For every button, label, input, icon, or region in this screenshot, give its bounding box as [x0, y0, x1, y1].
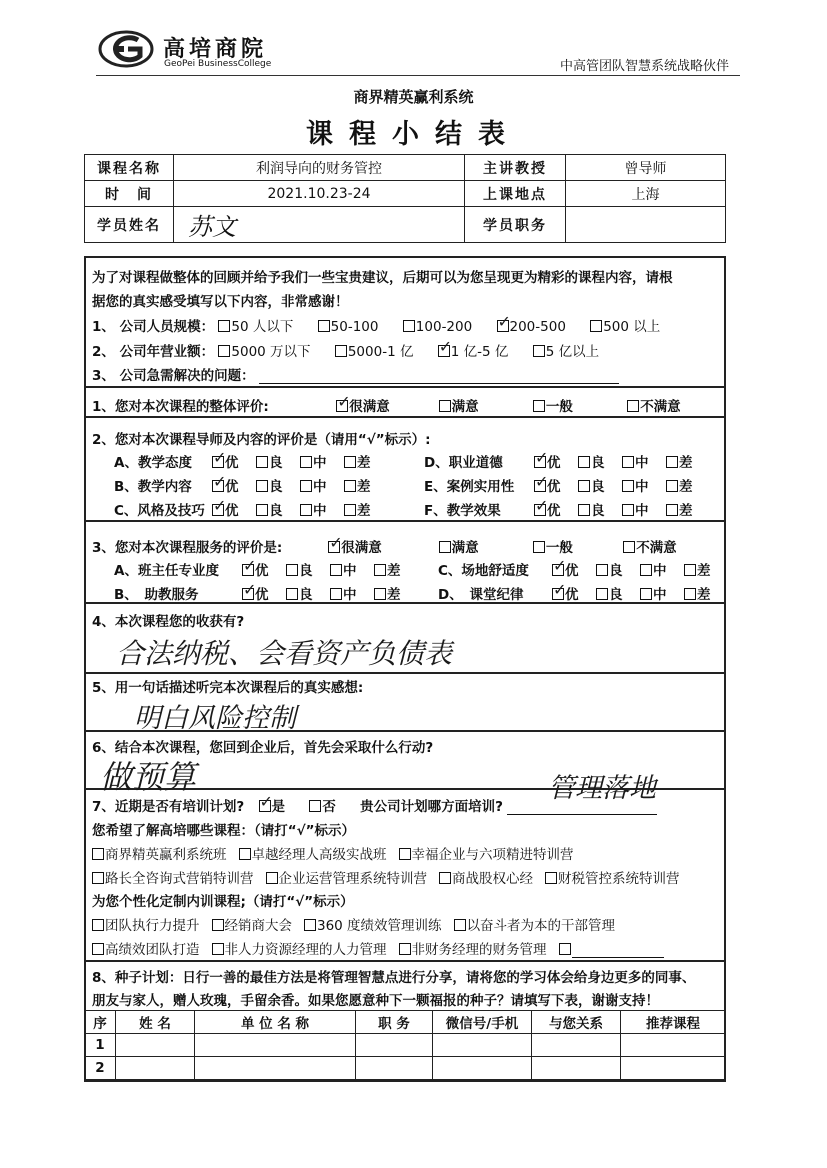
student-name-field[interactable]: 苏文 [174, 207, 465, 243]
course-option-label: 企业运营管理系统特训营 [278, 871, 427, 887]
lecturer-label: 主讲教授 [465, 155, 566, 181]
q7-label: 7、近期是否有培训计划? [92, 799, 245, 815]
rating-row [424, 475, 710, 495]
rating-option[interactable] [578, 451, 622, 471]
q7-no-option[interactable]: 否 [309, 799, 336, 815]
q3-option[interactable]: 不满意 [623, 536, 703, 556]
course-option[interactable] [545, 871, 680, 887]
course-option-row [92, 938, 676, 958]
table-row [85, 1057, 726, 1080]
custom-course-option[interactable] [212, 942, 387, 958]
rating-option-label: 优 [225, 503, 239, 519]
seed-cell[interactable] [116, 1034, 195, 1057]
q8-line-1: 8、种子计划：日行一善的最佳方法是将管理智慧点进行分享，请将您的学习体会给身边更多的同事、 [92, 970, 696, 986]
rating-row [424, 499, 710, 519]
rating-option-label: 中 [653, 563, 667, 579]
q3-option[interactable]: ✓ 很满意 [328, 536, 434, 556]
checked-checkbox-icon [259, 800, 271, 812]
logo-name-en: GeoPei BusinessCollege [164, 59, 272, 69]
seed-cell[interactable] [116, 1057, 195, 1080]
custom-course-option[interactable] [212, 918, 293, 934]
seed-cell[interactable] [433, 1034, 532, 1057]
seed-col-header: 单 位 名 称 [195, 1011, 356, 1034]
rating-option-label: 差 [679, 455, 693, 471]
checkbox-icon [256, 456, 268, 468]
company-size-row [92, 315, 680, 335]
checkbox-icon [344, 504, 356, 516]
checkbox-icon [374, 564, 386, 576]
rating-option[interactable] [344, 475, 388, 495]
rating-option-label: 优 [255, 563, 269, 579]
rating-item-label: B、教学内容 [114, 479, 192, 495]
rating-option[interactable] [578, 475, 622, 495]
checkbox-icon [266, 872, 278, 884]
course-info-table [84, 154, 726, 243]
location-label: 上课地点 [465, 181, 566, 207]
checkbox-icon [439, 872, 451, 884]
checkbox-icon [318, 320, 330, 332]
q3-label: 3、您对本次课程服务的评价是: [92, 540, 283, 556]
checkbox-icon [622, 480, 634, 492]
custom-course-option-label: 360 度绩效管理训练 [317, 918, 442, 934]
rating-option-label: 中 [653, 587, 667, 603]
q5-label: 5、用一句话描述听完本次课程后的真实感想: [92, 680, 364, 696]
size-option[interactable]: 100-200 [403, 319, 472, 335]
rating-row [114, 559, 418, 579]
student-label: 学员姓名 [85, 207, 174, 243]
rating-option[interactable] [374, 583, 418, 603]
rating-option[interactable] [344, 451, 388, 471]
course-option[interactable] [92, 847, 227, 863]
size-option[interactable]: ✓ 200-500 [497, 319, 566, 335]
rating-option-label: 良 [591, 479, 605, 495]
rating-option-label: 良 [269, 479, 283, 495]
company-problem-row [92, 364, 619, 384]
seed-col-header: 与您关系 [532, 1011, 621, 1034]
seed-row-number: 2 [85, 1057, 116, 1080]
q4-answer[interactable]: 合法纳税、会看资产负债表 [116, 637, 453, 670]
size-option[interactable]: 50 人以下 [218, 319, 293, 335]
course-option-row [92, 867, 692, 887]
rating-item-label: A、班主任专业度 [114, 563, 219, 579]
rating-option-label: 良 [609, 563, 623, 579]
checkbox-icon [559, 943, 571, 955]
checkbox-icon [344, 456, 356, 468]
course-option-label: 幸福企业与六项精进特训营 [411, 847, 574, 863]
checkbox-icon [92, 943, 104, 955]
rating-option[interactable] [212, 475, 256, 495]
rating-option[interactable] [300, 475, 344, 495]
custom-course-option[interactable] [454, 918, 616, 934]
checked-checkbox-icon [534, 480, 546, 492]
company-problem-label: 3、 公司急需解决的问题： [92, 368, 255, 384]
rating-option[interactable] [534, 499, 578, 519]
checkbox-icon [623, 541, 635, 553]
checked-checkbox-icon [242, 588, 254, 600]
q7-custom-label: 为您个性化定制内训课程;（请打“√”标示） [92, 894, 354, 910]
custom-course-option-label: 非财务经理的财务管理 [411, 942, 547, 958]
time-value: 2021.10.23-24 [174, 181, 465, 207]
checkbox-icon [92, 848, 104, 860]
checkbox-icon [666, 504, 678, 516]
checkbox-icon [300, 504, 312, 516]
seed-cell[interactable] [621, 1057, 726, 1080]
checkbox-icon [439, 400, 451, 412]
q7-yes-option[interactable]: ✓ 是 [259, 799, 286, 815]
checkbox-icon [684, 588, 696, 600]
checkbox-icon [684, 564, 696, 576]
rating-item-label: B、 助教服务 [114, 587, 199, 603]
q6-answer[interactable]: 做预算 [100, 758, 197, 796]
rating-option[interactable] [344, 499, 388, 519]
q1-option[interactable]: 不满意 [627, 395, 707, 415]
checkbox-icon [545, 872, 557, 884]
checked-checkbox-icon [242, 564, 254, 576]
custom-course-option[interactable] [304, 918, 442, 934]
seed-col-header: 序 [85, 1011, 116, 1034]
q1-option[interactable]: 满意 [439, 395, 529, 415]
checkbox-icon [344, 480, 356, 492]
geopei-logo-icon [98, 30, 158, 68]
rating-option[interactable] [596, 559, 640, 579]
checkbox-icon [330, 564, 342, 576]
rating-item-label: F、教学效果 [424, 503, 501, 519]
rating-option[interactable] [330, 559, 374, 579]
q7-courses-label: 您希望了解高培哪些课程：（请打“√”标示） [92, 823, 355, 839]
rating-option[interactable] [286, 559, 330, 579]
rating-item-label: D、职业道德 [424, 455, 503, 471]
checkbox-icon [533, 400, 545, 412]
checked-checkbox-icon [534, 456, 546, 468]
time-label: 时 间 [85, 181, 174, 207]
q3-option[interactable]: 一般 [533, 536, 619, 556]
course-option-label: 商战股权心经 [452, 871, 533, 887]
seed-col-header: 姓 名 [116, 1011, 195, 1034]
company-size-label: 1、 公司人员规模： [92, 319, 215, 335]
rating-option[interactable] [684, 559, 728, 579]
rating-option[interactable] [666, 499, 710, 519]
checkbox-icon [578, 480, 590, 492]
rating-option[interactable] [212, 499, 256, 519]
q2-label: 2、您对本次课程导师及内容的评价是（请用“√”标示）: [92, 432, 431, 448]
rating-option[interactable] [330, 583, 374, 603]
seed-cell[interactable] [356, 1057, 433, 1080]
seed-cell[interactable] [532, 1034, 621, 1057]
rating-option[interactable] [552, 559, 596, 579]
checked-checkbox-icon [212, 504, 224, 516]
rating-option-label: 优 [565, 587, 579, 603]
rating-option-label: 差 [679, 479, 693, 495]
table-row [85, 1034, 726, 1057]
course-option[interactable] [239, 847, 387, 863]
checkbox-icon [218, 345, 230, 357]
checkbox-icon [578, 504, 590, 516]
rating-row [438, 559, 728, 579]
custom-course-option[interactable] [559, 942, 664, 958]
tagline: 中高管团队智慧系统战略伙伴 [559, 59, 729, 74]
rating-option[interactable] [256, 499, 300, 519]
checkbox-icon [403, 320, 415, 332]
revenue-option[interactable]: 5000-1 亿 [335, 344, 414, 360]
checkbox-icon [454, 919, 466, 931]
custom-course-option[interactable] [92, 918, 200, 934]
course-option-label: 路长全咨询式营销特训营 [105, 871, 254, 887]
rating-option[interactable] [242, 583, 286, 603]
custom-course-option-label: 以奋斗者为本的干部管理 [466, 918, 616, 934]
checkbox-icon [239, 848, 251, 860]
course-name-value: 利润导向的财务管控 [174, 155, 465, 181]
custom-course-option[interactable] [92, 942, 200, 958]
rating-option-label: 良 [591, 503, 605, 519]
rating-option-label: 优 [225, 479, 239, 495]
rating-option[interactable] [578, 499, 622, 519]
custom-course-option-label: 团队执行力提升 [105, 918, 200, 934]
rating-option[interactable] [622, 475, 666, 495]
seed-cell[interactable] [532, 1057, 621, 1080]
size-option[interactable]: 500 以上 [590, 319, 660, 335]
rating-option[interactable] [640, 583, 684, 603]
rating-item-label: A、教学态度 [114, 455, 192, 471]
rating-row [114, 475, 388, 495]
rating-option-label: 优 [255, 587, 269, 603]
rating-option[interactable] [622, 451, 666, 471]
rating-option-label: 中 [635, 479, 649, 495]
rating-option-label: 中 [635, 503, 649, 519]
custom-course-option-label: 高绩效团队打造 [105, 942, 200, 958]
system-title: 商界精英赢利系统 [353, 88, 474, 106]
q1-label: 1、您对本次课程的整体评价: [92, 399, 269, 415]
rating-option[interactable] [640, 559, 684, 579]
checkbox-icon [399, 848, 411, 860]
company-problem-field[interactable] [259, 371, 619, 384]
checkbox-icon [335, 345, 347, 357]
rating-option-label: 良 [299, 587, 313, 603]
rating-row [114, 451, 388, 471]
checkbox-icon [212, 919, 224, 931]
checked-checkbox-icon [212, 480, 224, 492]
custom-course-option-label: 经销商大会 [224, 918, 292, 934]
rating-row [438, 583, 728, 603]
q3-row [92, 536, 703, 556]
rating-option-label: 优 [547, 455, 561, 471]
seed-cell[interactable] [621, 1034, 726, 1057]
rating-option-label: 优 [547, 479, 561, 495]
q1-option[interactable]: ✓ 很满意 [336, 395, 434, 415]
course-option-row [92, 914, 627, 934]
q6-label: 6、结合本次课程，您回到企业后，首先会采取什么行动? [92, 740, 434, 756]
rating-option[interactable] [242, 559, 286, 579]
seed-col-header: 职 务 [356, 1011, 433, 1034]
rating-option[interactable] [256, 451, 300, 471]
checkbox-icon [330, 588, 342, 600]
rating-option-label: 中 [313, 455, 327, 471]
rating-option[interactable] [596, 583, 640, 603]
logo-name-cn: 高培商院 [163, 37, 268, 62]
rating-option-label: 良 [299, 563, 313, 579]
checkbox-icon [622, 504, 634, 516]
rating-option-label: 差 [387, 563, 401, 579]
rating-option-label: 差 [357, 503, 371, 519]
rating-row [114, 583, 418, 603]
rating-option[interactable] [684, 583, 728, 603]
rating-option[interactable] [374, 559, 418, 579]
position-field[interactable] [566, 207, 726, 243]
intro-line-1: 为了对课程做整体的回顾并给予我们一些宝贵建议，后期可以为您呈现更为精彩的课程内容，请根 [92, 270, 673, 286]
rating-row [424, 451, 710, 471]
checkbox-icon [533, 345, 545, 357]
position-label: 学员职务 [465, 207, 566, 243]
seed-cell[interactable] [195, 1057, 356, 1080]
checkbox-icon [92, 919, 104, 931]
checked-checkbox-icon [534, 504, 546, 516]
lecturer-value: 曾导师 [566, 155, 726, 181]
rating-option-label: 优 [225, 455, 239, 471]
checkbox-icon [374, 588, 386, 600]
checkbox-icon [218, 320, 230, 332]
rating-option[interactable] [534, 451, 578, 471]
checked-checkbox-icon [552, 588, 564, 600]
course-option-label: 财税管控系统特训营 [558, 871, 680, 887]
custom-course-option[interactable] [399, 942, 547, 958]
checkbox-icon [622, 456, 634, 468]
rating-option[interactable] [256, 475, 300, 495]
course-option[interactable] [266, 871, 428, 887]
rating-option-label: 良 [591, 455, 605, 471]
rating-option-label: 优 [547, 503, 561, 519]
course-name-label: 课程名称 [85, 155, 174, 181]
checkbox-icon [399, 943, 411, 955]
course-option[interactable] [92, 871, 254, 887]
checkbox-icon [304, 919, 316, 931]
rating-option[interactable] [552, 583, 596, 603]
intro-line-2: 据您的真实感受填写以下内容，非常感谢！ [92, 294, 349, 310]
rating-option[interactable] [300, 451, 344, 471]
company-revenue-label: 2、 公司年营业额： [92, 344, 215, 360]
q7-area-label: 贵公司计划哪方面培训? [360, 799, 503, 815]
course-option[interactable] [399, 847, 574, 863]
checkbox-icon [92, 872, 104, 884]
rating-option[interactable] [666, 451, 710, 471]
custom-course-field[interactable] [572, 945, 664, 958]
seed-row-number: 1 [85, 1034, 116, 1057]
course-option-label: 商界精英赢利系统班 [105, 847, 227, 863]
seed-col-header: 微信号/手机 [433, 1011, 532, 1034]
checked-checkbox-icon [438, 345, 450, 357]
rating-option-label: 中 [313, 479, 327, 495]
rating-option-label: 差 [357, 479, 371, 495]
checkbox-icon [533, 541, 545, 553]
checkbox-icon [596, 588, 608, 600]
q3-option[interactable]: 满意 [439, 536, 529, 556]
checked-checkbox-icon [212, 456, 224, 468]
checkbox-icon [212, 943, 224, 955]
rating-option-label: 中 [343, 563, 357, 579]
rating-option-label: 差 [697, 563, 711, 579]
checkbox-icon [439, 541, 451, 553]
seed-cell[interactable] [433, 1057, 532, 1080]
checkbox-icon [256, 480, 268, 492]
rating-option-label: 差 [697, 587, 711, 603]
checkbox-icon [256, 504, 268, 516]
seed-cell[interactable] [195, 1034, 356, 1057]
rating-option-label: 差 [679, 503, 693, 519]
q7-area-answer[interactable]: 管理落地 [548, 773, 656, 804]
checkbox-icon [578, 456, 590, 468]
revenue-option[interactable]: ✓ 1 亿-5 亿 [438, 344, 509, 360]
checkbox-icon [666, 456, 678, 468]
company-revenue-row [92, 340, 619, 360]
course-option-label: 卓越经理人高级实战班 [251, 847, 387, 863]
rating-option-label: 优 [565, 563, 579, 579]
rating-option-label: 良 [269, 455, 283, 471]
rating-option-label: 良 [269, 503, 283, 519]
checkbox-icon [286, 588, 298, 600]
revenue-option[interactable]: 5 亿以上 [533, 344, 599, 360]
location-value: 上海 [566, 181, 726, 207]
rating-option[interactable] [212, 451, 256, 471]
rating-item-label: D、 课堂纪律 [438, 587, 524, 603]
checked-checkbox-icon [497, 320, 509, 332]
checkbox-icon [309, 800, 321, 812]
seed-plan-table [84, 1010, 726, 1080]
seed-cell[interactable] [356, 1034, 433, 1057]
rating-option-label: 差 [387, 587, 401, 603]
checkbox-icon [596, 564, 608, 576]
checked-checkbox-icon [552, 564, 564, 576]
checkbox-icon [666, 480, 678, 492]
checkbox-icon [640, 588, 652, 600]
rating-option-label: 差 [357, 455, 371, 471]
checkbox-icon [627, 400, 639, 412]
seed-col-header: 推荐课程 [621, 1011, 726, 1034]
rating-option[interactable] [622, 499, 666, 519]
header-divider [96, 75, 740, 76]
size-option[interactable]: 50-100 [318, 319, 379, 335]
rating-item-label: C、风格及技巧 [114, 503, 205, 519]
course-option-row [92, 843, 586, 863]
q4-label: 4、本次课程您的收获有? [92, 614, 245, 630]
course-option[interactable] [439, 871, 533, 887]
rating-option-label: 中 [343, 587, 357, 603]
rating-option[interactable] [666, 475, 710, 495]
form-title: 课程小结表 [306, 119, 521, 150]
rating-option-label: 良 [609, 587, 623, 603]
q5-answer[interactable]: 明白风险控制 [134, 703, 296, 734]
checkbox-icon [300, 480, 312, 492]
checkbox-icon [590, 320, 602, 332]
checkbox-icon [300, 456, 312, 468]
rating-row [114, 499, 388, 519]
rating-option[interactable] [534, 475, 578, 495]
q1-option[interactable]: 一般 [533, 395, 623, 415]
rating-item-label: E、案例实用性 [424, 479, 515, 495]
checkbox-icon [640, 564, 652, 576]
custom-course-option-label: 非人力资源经理的人力管理 [224, 942, 387, 958]
q1-row [92, 395, 707, 415]
rating-option[interactable] [286, 583, 330, 603]
q8-line-2: 朋友与家人，赠人玫瑰，手留余香。如果您愿意种下一颗福报的种子？请填写下表，谢谢支持！ [92, 993, 659, 1009]
revenue-option[interactable]: 5000 万以下 [218, 344, 310, 360]
checkbox-icon [286, 564, 298, 576]
checked-checkbox-icon [328, 541, 340, 553]
rating-option-label: 中 [313, 503, 327, 519]
rating-option[interactable] [300, 499, 344, 519]
rating-item-label: C、场地舒适度 [438, 563, 529, 579]
rating-option-label: 中 [635, 455, 649, 471]
checked-checkbox-icon [336, 400, 348, 412]
